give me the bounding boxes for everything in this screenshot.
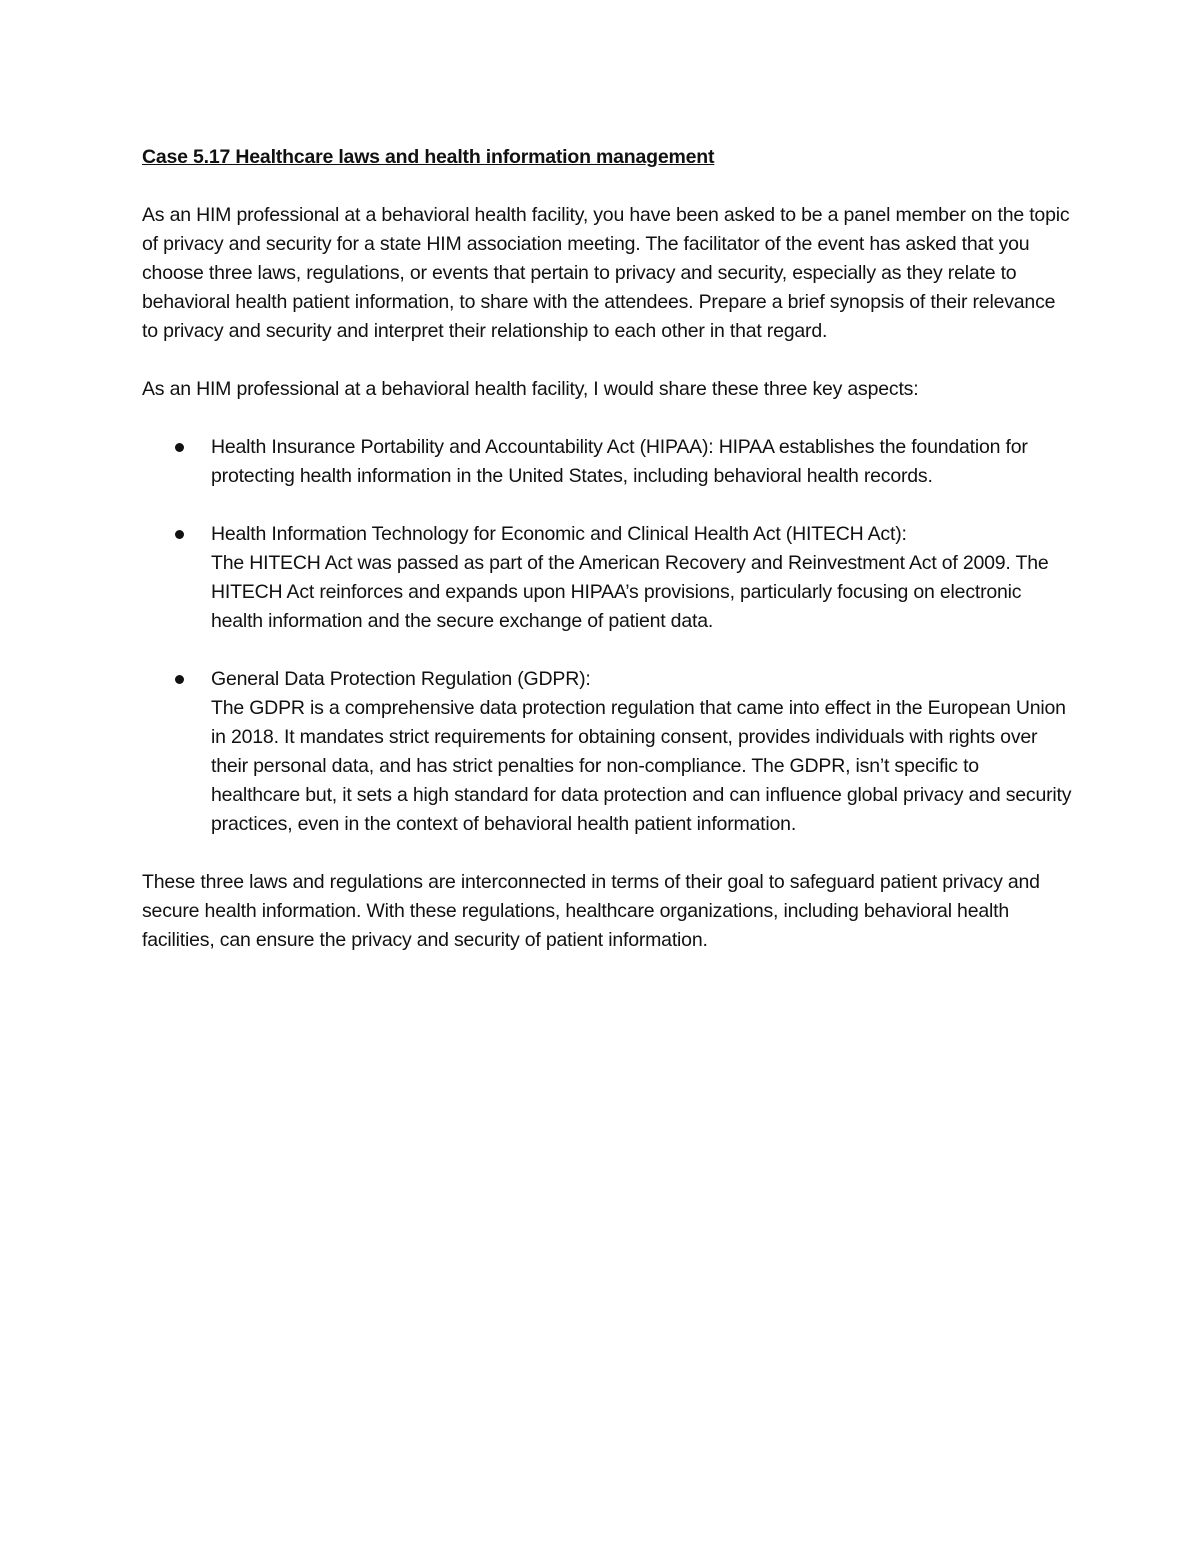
- document-body: [142, 143, 1072, 984]
- document-title: Case 5.17 Healthcare laws and health information management: [142, 146, 715, 168]
- list-item-gdpr: [142, 665, 1072, 839]
- bullet-icon: [175, 530, 184, 539]
- bullet-icon: [175, 443, 184, 452]
- hipaa-text: Health Insurance Portability and Accountability Act (HIPAA): HIPAA establishes the foundation for protecting health information in the United States, including behavioral health records.: [211, 436, 1028, 487]
- laws-list: [142, 433, 1072, 839]
- bullet-icon: [175, 675, 184, 684]
- gdpr-heading: General Data Protection Regulation (GDPR):: [211, 668, 591, 690]
- gdpr-text: The GDPR is a comprehensive data protection regulation that came into effect in the European Union in 2018. It mandates strict requirements for obtaining consent, provides individuals with rights over their personal data, and has strict penalties for non-compliance. The GDPR, isn’t specific to healthcare but, it sets a high standard for data protection and can influence global privacy and security practices, even in the context of behavioral health patient information.: [211, 697, 1072, 835]
- list-item-hitech: [142, 520, 1072, 636]
- conclusion-paragraph: These three laws and regulations are interconnected in terms of their goal to safeguard patient privacy and secure health information. With these regulations, healthcare organizations, including behavioral health facilities, can ensure the privacy and security of patient information.: [142, 871, 1040, 951]
- case-prompt-paragraph: As an HIM professional at a behavioral health facility, you have been asked to be a panel member on the topic of privacy and security for a state HIM association meeting. The facilitator of the event has asked that you choose three laws, regulations, or events that pertain to privacy and security, especially as they relate to behavioral health patient information, to share with the attendees. Prepare a brief synopsis of their relevance to privacy and security and interpret their relationship to each other in that regard.: [142, 204, 1070, 342]
- intro-paragraph: As an HIM professional at a behavioral health facility, I would share these three key aspects:: [142, 378, 919, 400]
- hitech-text: The HITECH Act was passed as part of the American Recovery and Reinvestment Act of 2009. The HITECH Act reinforces and expands upon HIPAA’s provisions, particularly focusing on electronic health information and the secure exchange of patient data.: [211, 552, 1049, 632]
- hitech-heading: Health Information Technology for Economic and Clinical Health Act (HITECH Act):: [211, 523, 907, 545]
- list-item-hipaa: [142, 433, 1072, 491]
